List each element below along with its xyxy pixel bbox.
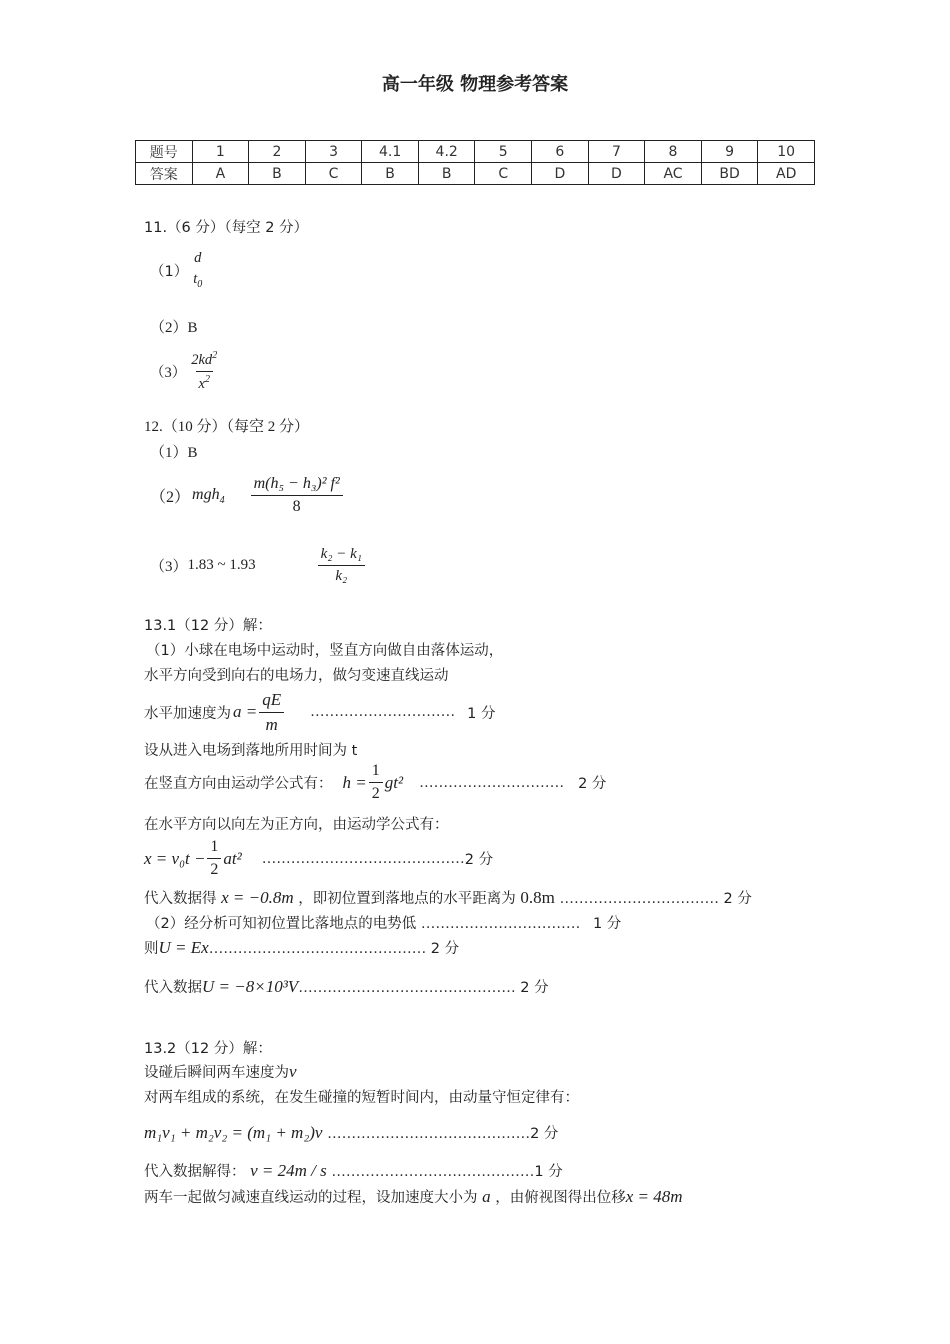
q12-part1-answer: B (187, 445, 198, 461)
q12-part1-label: （1） (150, 445, 188, 461)
table-row-answers (136, 163, 815, 185)
q12-part2-denominator: 8 (251, 495, 343, 516)
q11-part3-num-text: 2kd (191, 351, 213, 368)
q13-1-line5-denominator: 2 (369, 782, 383, 803)
table-cell-answer: C (305, 163, 362, 185)
answer-table (135, 140, 815, 185)
q13-1-line8-dots: …………………………… (559, 891, 719, 907)
q13-2-line3 (144, 1122, 558, 1143)
table-cell-answer: D (532, 163, 589, 185)
q13-1-heading: 13.1（12 分）解： (144, 618, 272, 634)
q13-1-line8-prefix: 代入数据得 (144, 891, 217, 907)
q12-part3 (150, 546, 367, 586)
q13-2-line1-var: v (289, 1062, 297, 1081)
page-title: 高一年级 物理参考答案 (381, 74, 569, 95)
q13-1-line11 (144, 976, 549, 997)
q13-1-line9-score: 1 分 (592, 916, 622, 932)
q13-1-line3-prefix: 水平加速度为 (144, 705, 231, 722)
table-cell-number: 1 (192, 141, 249, 163)
q13-2-heading: 13.2（12 分）解： (144, 1041, 272, 1057)
q13-1-line5-rhs: gt² (384, 772, 404, 792)
q11-part3-denominator (196, 371, 213, 393)
q13-1-line11-score: 2 分 (520, 980, 549, 996)
table-cell-answer: C (475, 163, 532, 185)
table-row-numbers (136, 141, 815, 163)
q13-1-line5-numerator: 1 (371, 762, 380, 779)
table-cell-answer: B (418, 163, 475, 185)
q11-part1-den-sub: 0 (197, 278, 203, 290)
q13-1-line7-fraction (207, 838, 221, 880)
q13-1-line2: 水平方向受到向右的电场力，做匀变速直线运动 (144, 668, 449, 684)
q13-1-line7-rhs: at² (223, 848, 242, 868)
q13-1-line10-eq: U = Ex (158, 938, 209, 957)
q11-part2-answer: B (187, 320, 198, 336)
q13-1-line7-numerator: 1 (210, 838, 219, 855)
q12-part2 (150, 475, 345, 517)
q11-part1-den-var: t (193, 270, 198, 287)
q13-1-line4: 设从进入电场到落地所用时间为 t (144, 743, 358, 759)
q13-1-line8-score: 2 分 (723, 891, 752, 907)
q12-part1 (150, 441, 198, 462)
q13-1-line5-fraction (369, 762, 383, 804)
q13-1-line5-score: 2 分 (578, 776, 607, 793)
table-cell-number: 10 (758, 141, 815, 163)
q13-2-line4-score: 1 分 (534, 1164, 563, 1180)
q13-2-line2: 对两车组成的系统，在发生碰撞的短暂时间内，由动量守恒定律有： (144, 1090, 579, 1106)
q12-part2-answer-a (192, 486, 225, 506)
q13-1-line3-fraction (259, 690, 284, 734)
q13-1-line3-score: 1 分 (467, 705, 496, 722)
q13-1-line5-lhs: h = (342, 772, 367, 792)
q13-2-line3-dots: …………………………………… (327, 1126, 531, 1142)
table-cell-number: 2 (249, 141, 306, 163)
q11-part3 (150, 350, 222, 392)
q12-part3-answer-a: 1.83 ~ 1.93 (187, 557, 256, 574)
q13-1-line7-lhs: x = v₀t − (144, 848, 206, 868)
q11-part1-denominator (190, 269, 205, 290)
q13-2-line1-prefix: 设碰后瞬间两车速度为 (144, 1065, 289, 1081)
q13-1-line8 (144, 887, 752, 908)
table-cell-number: 7 (588, 141, 645, 163)
table-cell-number: 5 (475, 141, 532, 163)
q13-1-line8-eq: x = −0.8m (221, 888, 294, 907)
q13-1-line3-dots: ………………………… (310, 704, 456, 721)
q12-part3-fraction (318, 546, 365, 586)
q11-part3-den-sup: 2 (204, 373, 210, 385)
q13-1-line9-dots: …………………………… (420, 916, 581, 932)
table-cell-answer: AC (645, 163, 702, 185)
table-cell-number: 4.2 (418, 141, 475, 163)
table-cell-number: 8 (645, 141, 702, 163)
q13-1-line10-score: 2 分 (430, 941, 460, 957)
q12-heading: 12.（10 分）（每空 2 分） (144, 419, 310, 435)
q11-heading: 11.（6 分）（每空 2 分） (144, 220, 309, 236)
table-cell-answer: B (362, 163, 419, 185)
q13-2-line4 (144, 1160, 563, 1181)
q13-2-line4-dots: …………………………………… (331, 1164, 535, 1180)
q12-part2-fraction (251, 475, 343, 517)
q12-part2-label: （2） (150, 489, 191, 507)
q13-2-line4-prefix: 代入数据解得： (144, 1164, 246, 1180)
q12-part3-denominator: k₂ (318, 565, 365, 585)
table-cell-number: 4.1 (362, 141, 419, 163)
q12-part2-a-text: mgh (192, 485, 220, 503)
table-cell-number: 3 (305, 141, 362, 163)
q11-part2 (150, 316, 198, 337)
q13-2-line5-mid: ，由俯视图得出位移 (495, 1190, 626, 1206)
table-cell-answer: D (588, 163, 645, 185)
q13-2-line5-eq: x = 48m (625, 1187, 683, 1206)
q11-part2-label: （2） (150, 320, 188, 336)
q13-1-line1: （1）小球在电场中运动时，竖直方向做自由落体运动， (146, 643, 504, 659)
table-answer-label: 答案 (136, 163, 193, 185)
table-cell-answer: BD (701, 163, 758, 185)
q11-part1 (150, 250, 207, 290)
q13-1-line10 (144, 937, 459, 958)
q13-1-line7-score: 2 分 (464, 852, 494, 869)
q13-2-line1 (144, 1061, 297, 1082)
q13-2-line5 (144, 1186, 683, 1207)
q13-2-line5-prefix: 两车一起做匀减速直线运动的过程，设加速度大小为 (144, 1190, 478, 1206)
q13-1-line8-mid: ，即初位置到落地点的水平距离为 (298, 891, 516, 907)
q11-part3-fraction (188, 350, 220, 392)
q12-part2-a-sub: 4 (219, 494, 225, 506)
q13-1-line7-dots: …………………………………… (261, 850, 465, 867)
table-header-label: 题号 (136, 141, 193, 163)
q13-1-line9 (146, 912, 621, 933)
q13-1-line9-text: （2）经分析可知初位置比落地点的电势低 (146, 916, 417, 932)
q13-1-line10-prefix: 则 (144, 941, 159, 957)
q11-part1-fraction (190, 250, 205, 290)
table-cell-answer: AD (758, 163, 815, 185)
q13-1-line11-eq: U = −8×10³V (202, 977, 299, 996)
q13-1-line10-dots: ……………………………………… (208, 941, 427, 957)
table-cell-answer: B (249, 163, 306, 185)
q13-1-line6: 在水平方向以向左为正方向，由运动学公式有： (144, 817, 449, 833)
q11-part1-label: （1） (150, 263, 189, 280)
q11-part3-den-text: x (198, 375, 205, 392)
q13-2-line5-var: a (482, 1187, 491, 1206)
q13-1-line5 (144, 762, 606, 804)
q13-2-line4-eq: v = 24m / s (250, 1161, 327, 1180)
table-cell-answer: A (192, 163, 249, 185)
q11-part3-num-sup: 2 (212, 350, 218, 361)
q13-1-line3-numerator: qE (262, 690, 282, 709)
q13-1-line3-denominator: m (259, 712, 284, 735)
q13-1-line5-dots: ………………………… (419, 774, 565, 791)
q13-2-line3-score: 2 分 (530, 1126, 559, 1142)
q13-1-line8-val: 0.8m (520, 888, 555, 907)
q11-part3-label: （3） (150, 364, 187, 381)
q13-1-line7 (144, 838, 493, 880)
q13-1-line3 (144, 690, 495, 734)
q11-part1-numerator: d (194, 250, 202, 266)
q13-1-line11-prefix: 代入数据 (144, 980, 202, 996)
q13-2-line3-eq: m₁v₁ + m₂v₂ = (m₁ + m₂)v (144, 1123, 323, 1142)
q12-part3-numerator: k₂ − k₁ (320, 546, 363, 562)
table-cell-number: 9 (701, 141, 758, 163)
q12-part2-numerator: m(h₅ − h₃)² f² (253, 475, 340, 492)
q12-part3-label: （3） (150, 559, 188, 576)
q13-1-line5-prefix: 在竖直方向由运动学公式有： (144, 776, 333, 793)
q13-1-line3-lhs: a = (233, 702, 258, 722)
table-cell-number: 6 (532, 141, 589, 163)
q13-1-line11-dots: ……………………………………… (298, 980, 516, 996)
q11-part3-numerator (188, 350, 220, 371)
q13-1-line7-denominator: 2 (207, 858, 221, 879)
